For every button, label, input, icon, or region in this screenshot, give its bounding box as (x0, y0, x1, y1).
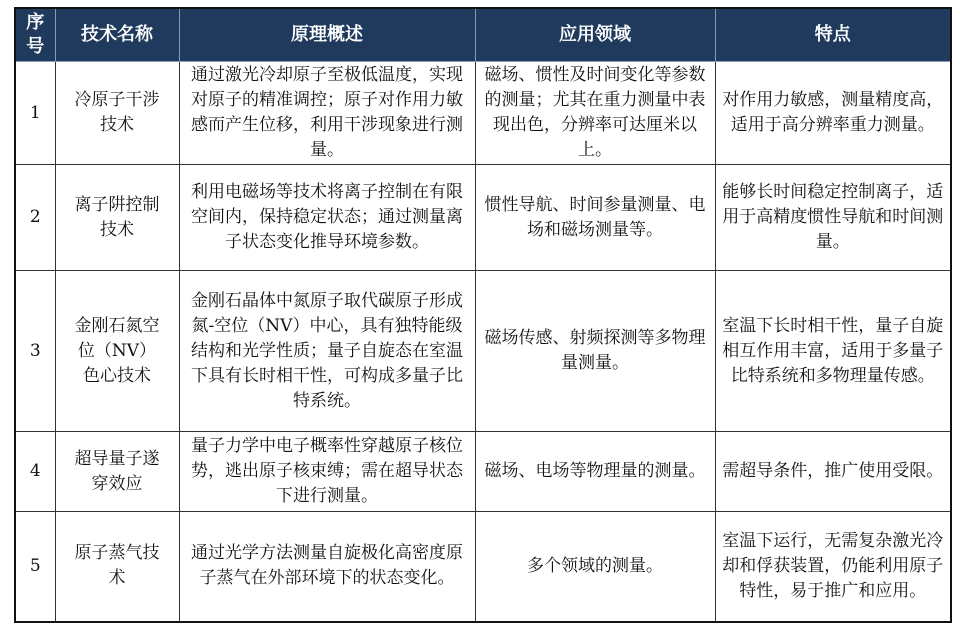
row-feature: 需超导条件，推广使用受限。 (715, 432, 951, 512)
row-name: 金刚石氮空位（NV）色心技术 (55, 271, 179, 432)
header-index: 序号 (15, 8, 55, 62)
row-application: 多个领域的测量。 (475, 512, 715, 622)
row-feature: 对作用力敏感，测量精度高，适用于高分辨率重力测量。 (715, 62, 951, 165)
row-name: 超导量子遂穿效应 (55, 432, 179, 512)
table-row (15, 62, 951, 165)
header-name: 技术名称 (55, 8, 179, 62)
row-principle: 量子力学中电子概率性穿越原子核位势，逃出原子核束缚；需在超导状态下进行测量。 (179, 432, 475, 512)
row-name: 离子阱控制技术 (55, 165, 179, 271)
row-feature: 室温下长时相干性，量子自旋相互作用丰富，适用于多量子比特系统和多物理量传感。 (715, 271, 951, 432)
table-row (15, 271, 951, 432)
table-row (15, 165, 951, 271)
table-row (15, 432, 951, 512)
row-application: 惯性导航、时间参量测量、电场和磁场测量等。 (475, 165, 715, 271)
row-index: 3 (15, 271, 55, 432)
row-application: 磁场传感、射频探测等多物理量测量。 (475, 271, 715, 432)
row-name: 原子蒸气技术 (55, 512, 179, 622)
row-principle: 通过光学方法测量自旋极化高密度原子蒸气在外部环境下的状态变化。 (179, 512, 475, 622)
table-header-row (15, 8, 951, 62)
header-principle: 原理概述 (179, 8, 475, 62)
quantum-sensing-technology-table (14, 7, 952, 623)
row-feature: 室温下运行，无需复杂激光冷却和俘获装置，仍能利用原子特性，易于推广和应用。 (715, 512, 951, 622)
table-container (14, 7, 950, 623)
row-principle: 通过激光冷却原子至极低温度，实现对原子的精准调控；原子对作用力敏感而产生位移，利用干涉现象进行测量。 (179, 62, 475, 165)
row-feature: 能够长时间稳定控制离子，适用于高精度惯性导航和时间测量。 (715, 165, 951, 271)
header-application: 应用领域 (475, 8, 715, 62)
row-index: 4 (15, 432, 55, 512)
row-application: 磁场、惯性及时间变化等参数的测量；尤其在重力测量中表现出色，分辨率可达厘米以上。 (475, 62, 715, 165)
row-name: 冷原子干涉技术 (55, 62, 179, 165)
row-principle: 利用电磁场等技术将离子控制在有限空间内，保持稳定状态；通过测量离子状态变化推导环境参数。 (179, 165, 475, 271)
row-principle: 金刚石晶体中氮原子取代碳原子形成氮-空位（NV）中心，具有独特能级结构和光学性质；量子自旋态在室温下具有长时相干性，可构成多量子比特系统。 (179, 271, 475, 432)
header-feature: 特点 (715, 8, 951, 62)
row-index: 5 (15, 512, 55, 622)
row-application: 磁场、电场等物理量的测量。 (475, 432, 715, 512)
table-row (15, 512, 951, 622)
row-index: 1 (15, 62, 55, 165)
row-index: 2 (15, 165, 55, 271)
